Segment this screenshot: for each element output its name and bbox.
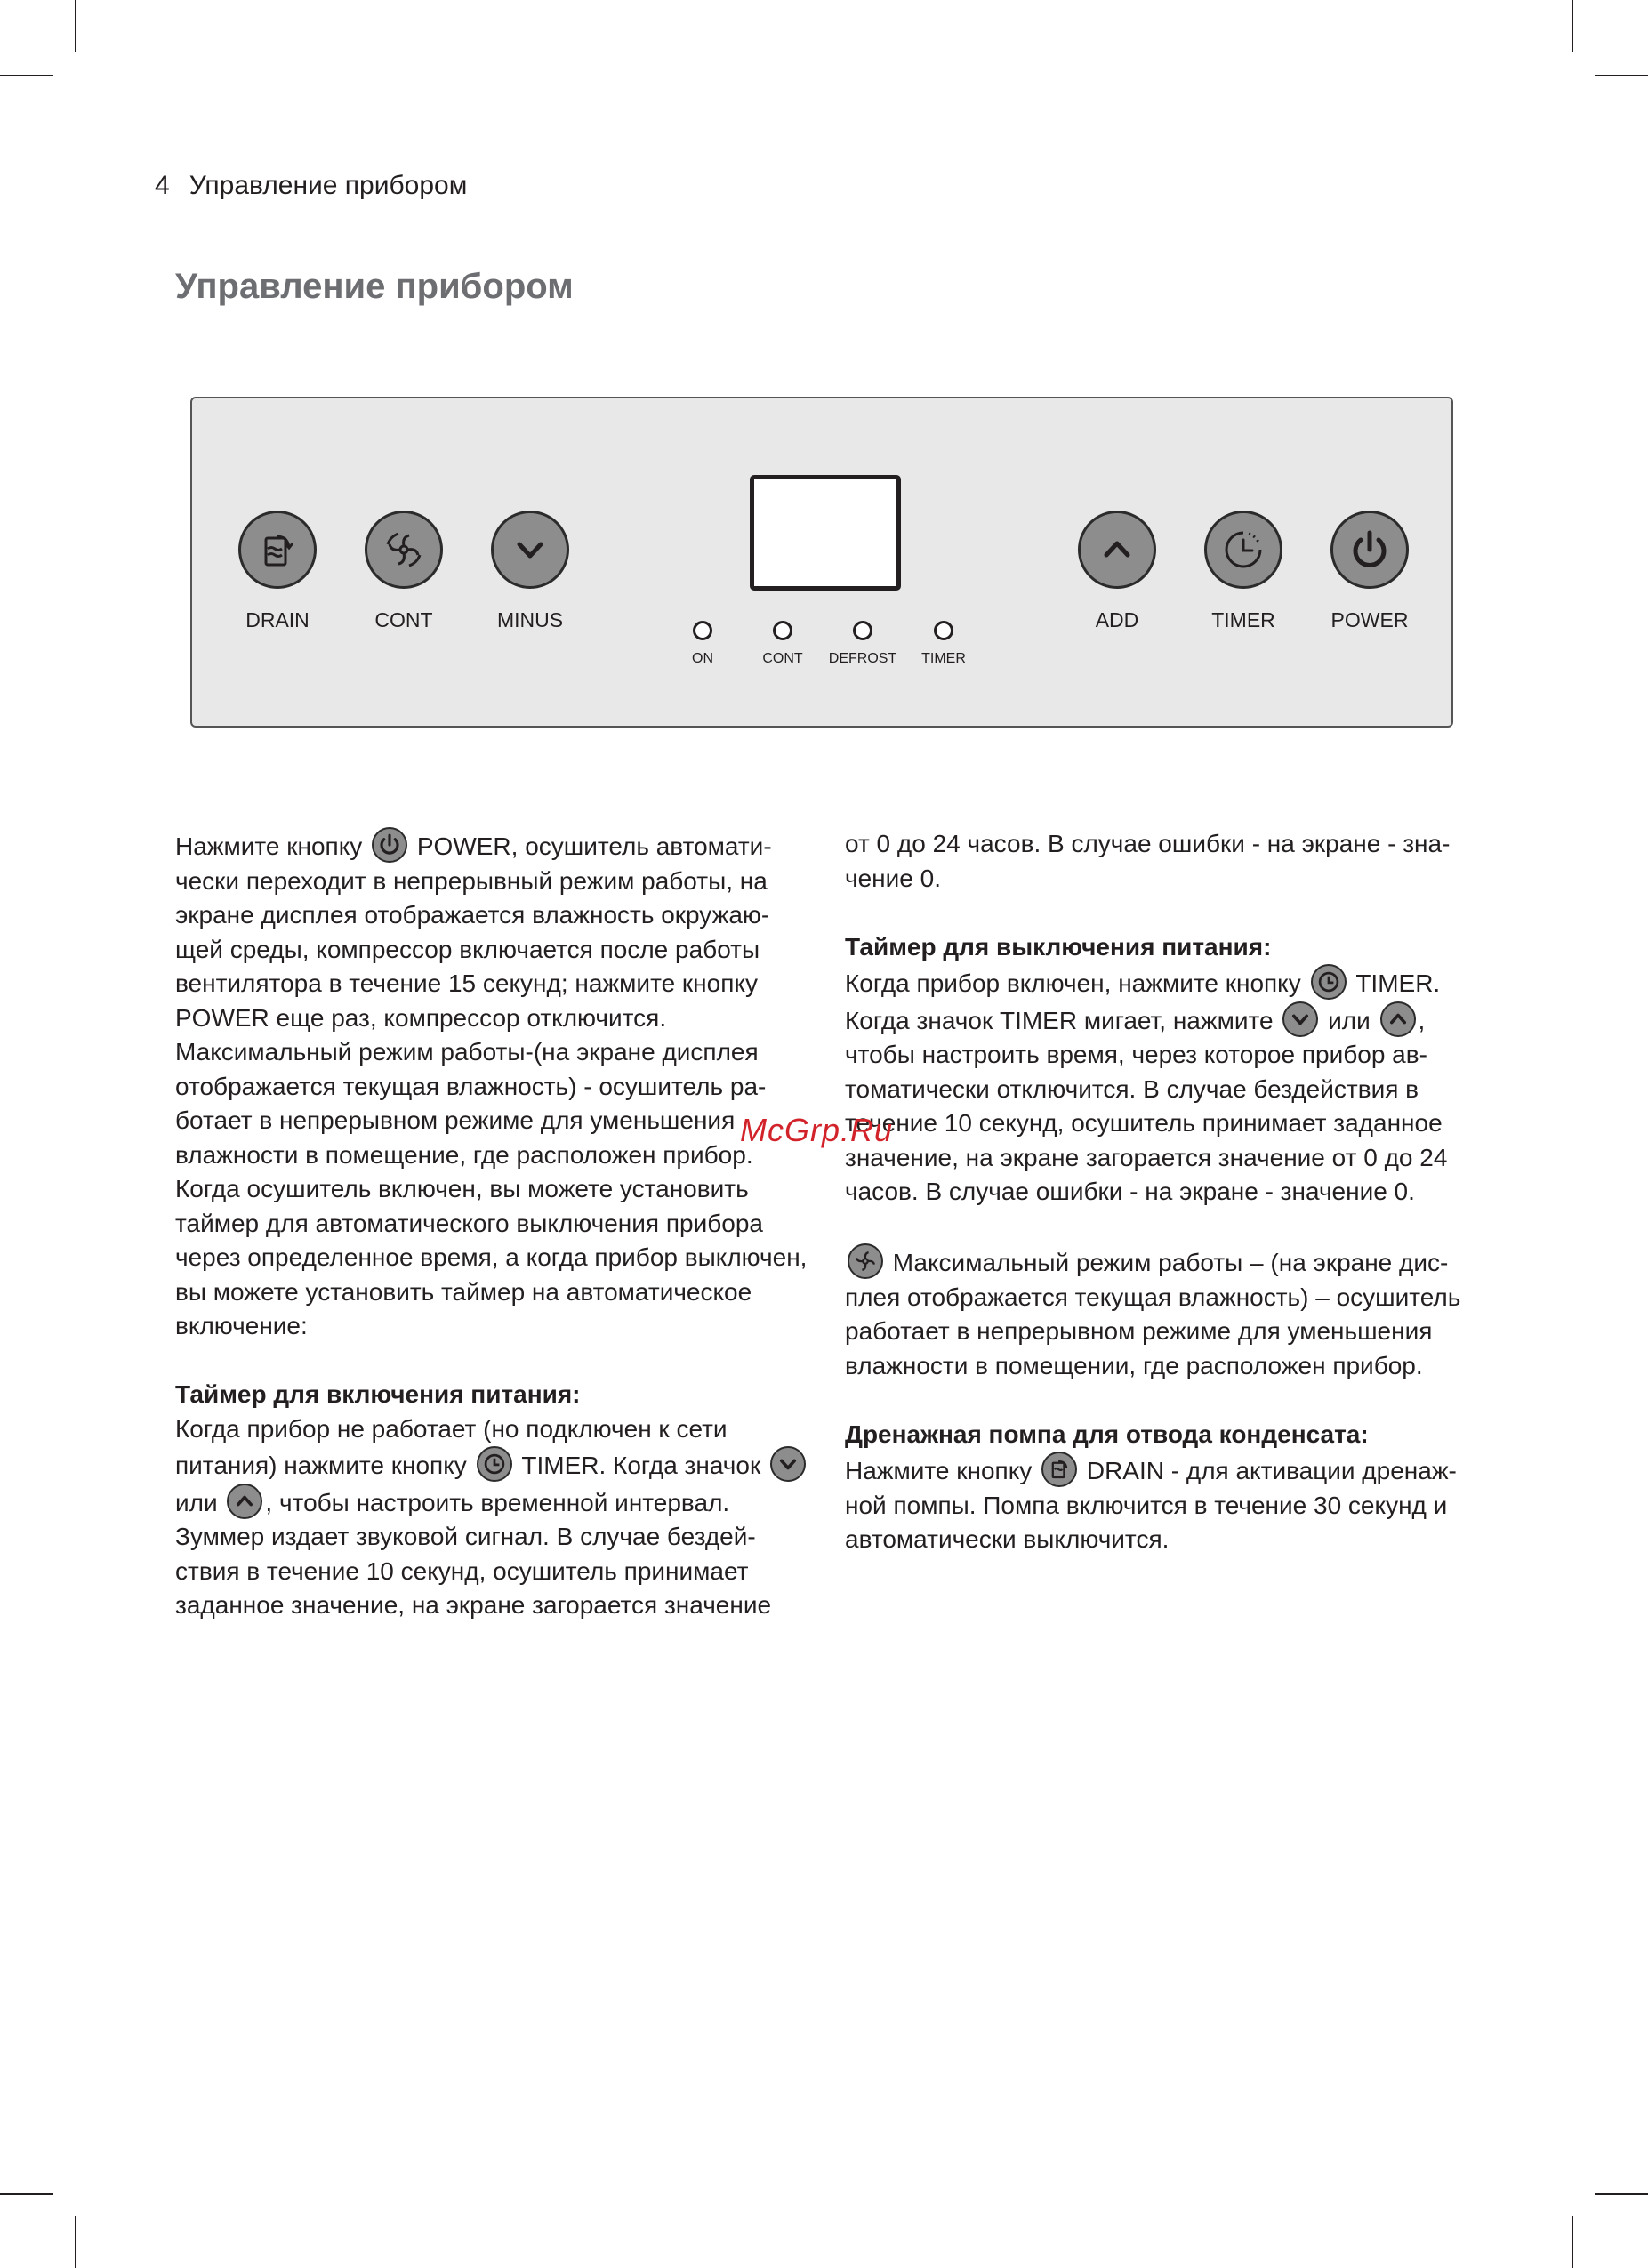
text-run: , чтобы настроить временной интервал. Зуммер издает звуковой сигнал. В случае бездей-ствия в течение 10 секунд, осушитель принимает заданное значение, на экране загорается значение [175, 1488, 772, 1619]
text-run: или [1328, 1006, 1371, 1034]
subheading: Таймер для выключения питания: [845, 932, 1272, 961]
text-column-right [845, 827, 1478, 1557]
crop-mark [75, 2216, 76, 2268]
clock-icon [477, 1446, 512, 1482]
indicator-led [853, 621, 872, 640]
add-label: ADD [1095, 608, 1139, 631]
text-run: TIMER. Когда значок [521, 1452, 761, 1479]
lcd-display [750, 475, 901, 591]
paragraph [845, 1243, 1478, 1383]
paragraph [175, 1412, 808, 1623]
crop-mark [1595, 75, 1648, 76]
drain-label: DRAIN [245, 608, 310, 631]
indicator-label: DEFROST [828, 651, 897, 666]
indicator-label: ON [692, 651, 713, 666]
indicator-timer [899, 621, 988, 667]
indicator-on [658, 621, 747, 667]
chevron-down-icon [491, 511, 569, 589]
page-number: 4 [155, 171, 170, 200]
chevron-up-icon [1380, 1001, 1416, 1037]
indicator-cont [738, 621, 827, 667]
power-icon [372, 827, 407, 863]
indicator-label: CONT [762, 651, 803, 666]
chevron-up-icon [1078, 511, 1156, 589]
power-button [1325, 511, 1414, 632]
indicator-led [934, 621, 953, 640]
drain-button [233, 511, 322, 632]
indicator-led [693, 621, 712, 640]
text-run: , чтобы настроить время, через которое прибор ав-томатически отключится. В случае бездействия в течение 10 секунд, осушитель принимает заданное значение, на экране загорается значение от 0 до 24 часов. В случае ошибки - на экране - значение 0. [845, 1006, 1448, 1205]
fan-icon [848, 1243, 883, 1279]
indicator-label: TIMER [921, 651, 966, 666]
text-run: или [175, 1488, 218, 1516]
power-label: POWER [1330, 608, 1409, 631]
clock-icon [1311, 964, 1347, 1000]
crop-mark [75, 0, 76, 52]
add-button [1073, 511, 1162, 632]
drain-icon [238, 511, 317, 589]
fan-icon [365, 511, 443, 589]
text-run: Когда прибор включен, нажмите кнопку [845, 969, 1301, 997]
text-run: Нажмите кнопку [845, 1457, 1033, 1484]
paragraph [845, 964, 1478, 1210]
indicator-defrost [818, 621, 907, 667]
crop-mark [1572, 0, 1573, 52]
minus-button [486, 511, 575, 632]
running-title: Управление прибором [189, 171, 468, 200]
timer-label: TIMER [1211, 608, 1275, 631]
control-panel-diagram [190, 397, 1453, 728]
text-run: TIMER. Когда значок TIMER мигает, нажмите [845, 969, 1441, 1034]
paragraph [175, 827, 808, 1344]
watermark: McGrp.Ru [740, 1112, 894, 1148]
clock-icon [1204, 511, 1282, 589]
cont-button [359, 511, 448, 632]
chevron-down-icon [1282, 1001, 1318, 1037]
text-run: DRAIN - для активации дренаж-ной помпы. Помпа включится в течение 30 секунд и автоматически выключится. [845, 1457, 1457, 1553]
text-run: Нажмите кнопку [175, 832, 363, 860]
paragraph [845, 1452, 1478, 1557]
text-run: POWER, осушитель автомати-чески переходит в непрерывный режим работы, на экране дисплея отображается влажность окружаю-щей среды, компрессор включается после работы вентилятора в течение 15 секунд; нажмите кнопку POWER еще раз, компрессор отключится. Максимальный режим работы-(на экране дисплея отображается текущая влажность) - осушитель ра-ботает в непрерывном режиме для уменьшения влажности в помещение, где расположен прибор. Когда осушитель включен, вы можете установить таймер для автоматического выключения прибора через определенное время, а когда прибор выключен, вы можете установить таймер на автоматическое включение: [175, 832, 808, 1339]
cont-label: CONT [374, 608, 433, 631]
chevron-down-icon [770, 1446, 806, 1482]
crop-mark [0, 75, 53, 76]
crop-mark [1595, 2193, 1648, 2195]
text-column-left [175, 827, 808, 1623]
subheading: Таймер для включения питания: [175, 1380, 581, 1408]
minus-label: MINUS [496, 608, 564, 631]
text-run: Когда прибор не работает (но подключен к сети питания) нажмите кнопку [175, 1414, 728, 1479]
chevron-up-icon [227, 1484, 262, 1519]
page-header [155, 171, 467, 201]
indicator-led [773, 621, 792, 640]
drain-icon [1041, 1452, 1077, 1487]
section-title: Управление прибором [175, 267, 574, 306]
subheading: Дренажная помпа для отвода конденсата: [845, 1420, 1369, 1448]
power-icon [1330, 511, 1409, 589]
timer-button [1199, 511, 1288, 632]
crop-mark [0, 2193, 53, 2195]
crop-mark [1572, 2216, 1573, 2268]
text-run: Максимальный режим работы – (на экране дис-плея отображается текущая влажность) – осушитель работает в непрерывном режиме для уменьшения влажности в помещении, где расположен прибор. [845, 1249, 1461, 1379]
paragraph: от 0 до 24 часов. В случае ошибки - на экране - зна-чение 0. [845, 830, 1451, 892]
